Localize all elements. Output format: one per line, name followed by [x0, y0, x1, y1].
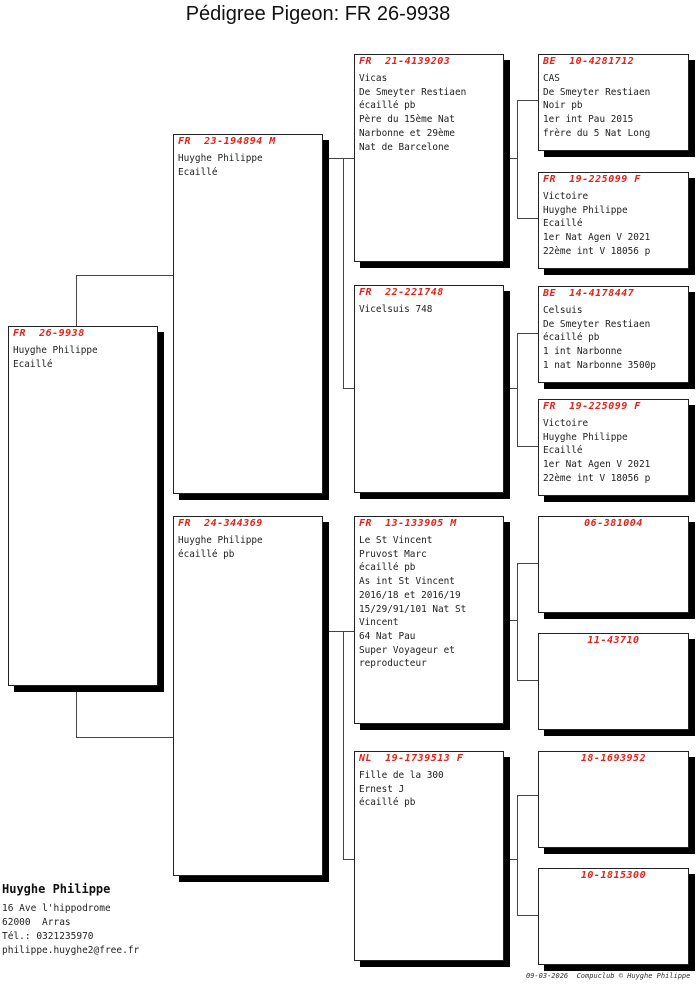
pigeon-info [539, 69, 688, 141]
info-line: écaillé pb [178, 548, 235, 560]
info-line: De Smeyter Restiaen [543, 318, 651, 330]
owner-city: 62000 Arras [2, 917, 71, 928]
pigeon-info [539, 531, 688, 534]
info-line: Narbonne et 29ème [359, 127, 455, 139]
connector-line [517, 563, 539, 564]
info-line: Nat de Barcelone [359, 141, 450, 153]
info-line: As int St Vincent [359, 576, 455, 588]
info-line: Vincent [359, 617, 399, 629]
pigeon-info [539, 414, 688, 486]
pigeon-card-dd-dam [538, 868, 689, 965]
info-line: 64 Nat Pau [359, 630, 416, 642]
footer-credit: 09-03-2026 Compuclub © Huyghe Philippe [526, 972, 691, 980]
pigeon-card-dam-dam [354, 751, 504, 961]
connector-line [517, 915, 539, 916]
ring-number: 18-1693952 [580, 753, 647, 764]
owner-phone: Tél.: 0321235970 [2, 931, 94, 942]
connector-line [343, 631, 344, 859]
connector-line [517, 333, 518, 446]
info-line: Victoire [543, 418, 589, 429]
pigeon-info [539, 648, 688, 651]
info-line: Celsuis [543, 305, 583, 316]
info-line: De Smeyter Restiaen [543, 86, 651, 98]
connector-line [503, 158, 517, 159]
connector-line [517, 563, 518, 680]
connector-line [76, 685, 77, 737]
info-line: 1 int Narbonne [543, 346, 623, 358]
info-line: Vicas [359, 73, 388, 84]
owner-block [2, 882, 139, 958]
info-line: reproducteur [359, 658, 427, 670]
ring-number: 10-1815300 [580, 870, 647, 881]
info-line: Huyghe Philippe [178, 153, 263, 164]
info-line: De Smeyter Restiaen [359, 86, 467, 98]
owner-address: 16 Ave l'hippodrome [2, 903, 111, 914]
pigeon-card-dam [173, 516, 323, 876]
info-line: 22ème int V 18056 p [543, 245, 651, 257]
connector-line [517, 218, 539, 219]
info-line: écaillé pb [359, 562, 416, 574]
connector-line [517, 795, 518, 915]
pigeon-info [355, 766, 503, 810]
pigeon-card-sd-sire [538, 286, 689, 383]
ring-number: FR 26-9938 [13, 328, 85, 339]
connector-line [343, 158, 344, 388]
connector-line [503, 859, 517, 860]
pigeon-info [355, 531, 503, 671]
ring-number: FR 19-225099 F [543, 401, 641, 412]
connector-line [517, 100, 539, 101]
info-line: Fille de la 300 [359, 770, 444, 781]
ring-number: 06-381004 [584, 518, 643, 529]
connector-line [503, 388, 517, 389]
info-line: 1 nat Narbonne 3500p [543, 359, 656, 371]
info-line: Super Voyageur et [359, 644, 455, 656]
connector-line [322, 631, 355, 632]
info-line: Huyghe Philippe [543, 431, 628, 443]
pigeon-card-ss-sire [538, 54, 689, 151]
ring-number: NL 19-1739513 F [359, 753, 464, 764]
pigeon-info [9, 341, 157, 371]
pigeon-card-sire-sire [354, 54, 504, 262]
info-line: 1er Nat Agen V 2021 [543, 459, 651, 471]
ring-number: BE 14-4178447 [543, 288, 635, 299]
info-line: Père du 15ème Nat [359, 114, 455, 126]
info-line: Huyghe Philippe [178, 535, 263, 546]
pigeon-card-sire-dam [354, 285, 504, 493]
ring-number: FR 22-221748 [359, 287, 444, 298]
pigeon-card-ds-dam [538, 633, 689, 730]
info-line: CAS [543, 73, 560, 84]
pigeon-card-ss-dam [538, 172, 689, 269]
info-line: Ecaillé [178, 166, 218, 178]
connector-line [76, 275, 174, 276]
info-line: Ecaillé [543, 218, 583, 230]
pigeon-info [539, 883, 688, 886]
connector-line [517, 100, 518, 218]
info-line: écaillé pb [359, 100, 416, 112]
pigeon-card-dam-sire [354, 516, 504, 724]
pigeon-info [539, 301, 688, 373]
info-line: Noir pb [543, 100, 583, 112]
pigeon-info [174, 531, 322, 561]
info-line: frère du 5 Nat Long [543, 127, 651, 139]
info-line: Vicelsuis 748 [359, 304, 433, 315]
info-line: Victoire [543, 191, 589, 202]
owner-email: philippe.huyghe2@free.fr [2, 945, 140, 956]
pigeon-info [174, 149, 322, 179]
info-line: 15/29/91/101 Nat St [359, 603, 467, 615]
info-line: Huyghe Philippe [13, 345, 98, 356]
info-line: 22ème int V 18056 p [543, 472, 651, 484]
info-line: Ecaillé [13, 358, 53, 370]
pigeon-card-ds-sire [538, 516, 689, 613]
pigeon-card-dd-sire [538, 751, 689, 848]
connector-line [517, 795, 539, 796]
info-line: Le St Vincent [359, 535, 433, 546]
pigeon-card-sire [173, 134, 323, 494]
ring-number: FR 13-133905 M [359, 518, 457, 529]
info-line: Huyghe Philippe [543, 204, 628, 216]
pigeon-info [539, 187, 688, 259]
pigeon-info [355, 300, 503, 317]
ring-number: 11-43710 [587, 635, 640, 646]
connector-line [76, 275, 77, 327]
info-line: Ernest J [359, 783, 405, 795]
ring-number: FR 21-4139203 [359, 56, 451, 67]
pigeon-info [355, 69, 503, 154]
connector-line [517, 446, 539, 447]
pigeon-card-sd-dam [538, 399, 689, 496]
info-line: 2016/18 et 2016/19 [359, 589, 461, 601]
info-line: écaillé pb [359, 797, 416, 809]
page-title: Pédigree Pigeon: FR 26-9938 [185, 3, 451, 25]
info-line: écaillé pb [543, 332, 600, 344]
connector-line [503, 620, 517, 621]
connector-line [76, 737, 174, 738]
owner-name: Huyghe Philippe [2, 882, 111, 896]
info-line: Pruvost Marc [359, 548, 427, 560]
ring-number: BE 10-4281712 [543, 56, 635, 67]
connector-line [517, 333, 539, 334]
info-line: Ecaillé [543, 445, 583, 457]
info-line: 1er Nat Agen V 2021 [543, 232, 651, 244]
pigeon-card-subject [8, 326, 158, 686]
ring-number: FR 19-225099 F [543, 174, 641, 185]
ring-number: FR 24-344369 [178, 518, 263, 529]
connector-line [517, 680, 539, 681]
pigeon-info [539, 766, 688, 769]
ring-number: FR 23-194894 M [178, 136, 276, 147]
info-line: 1er int Pau 2015 [543, 114, 634, 126]
